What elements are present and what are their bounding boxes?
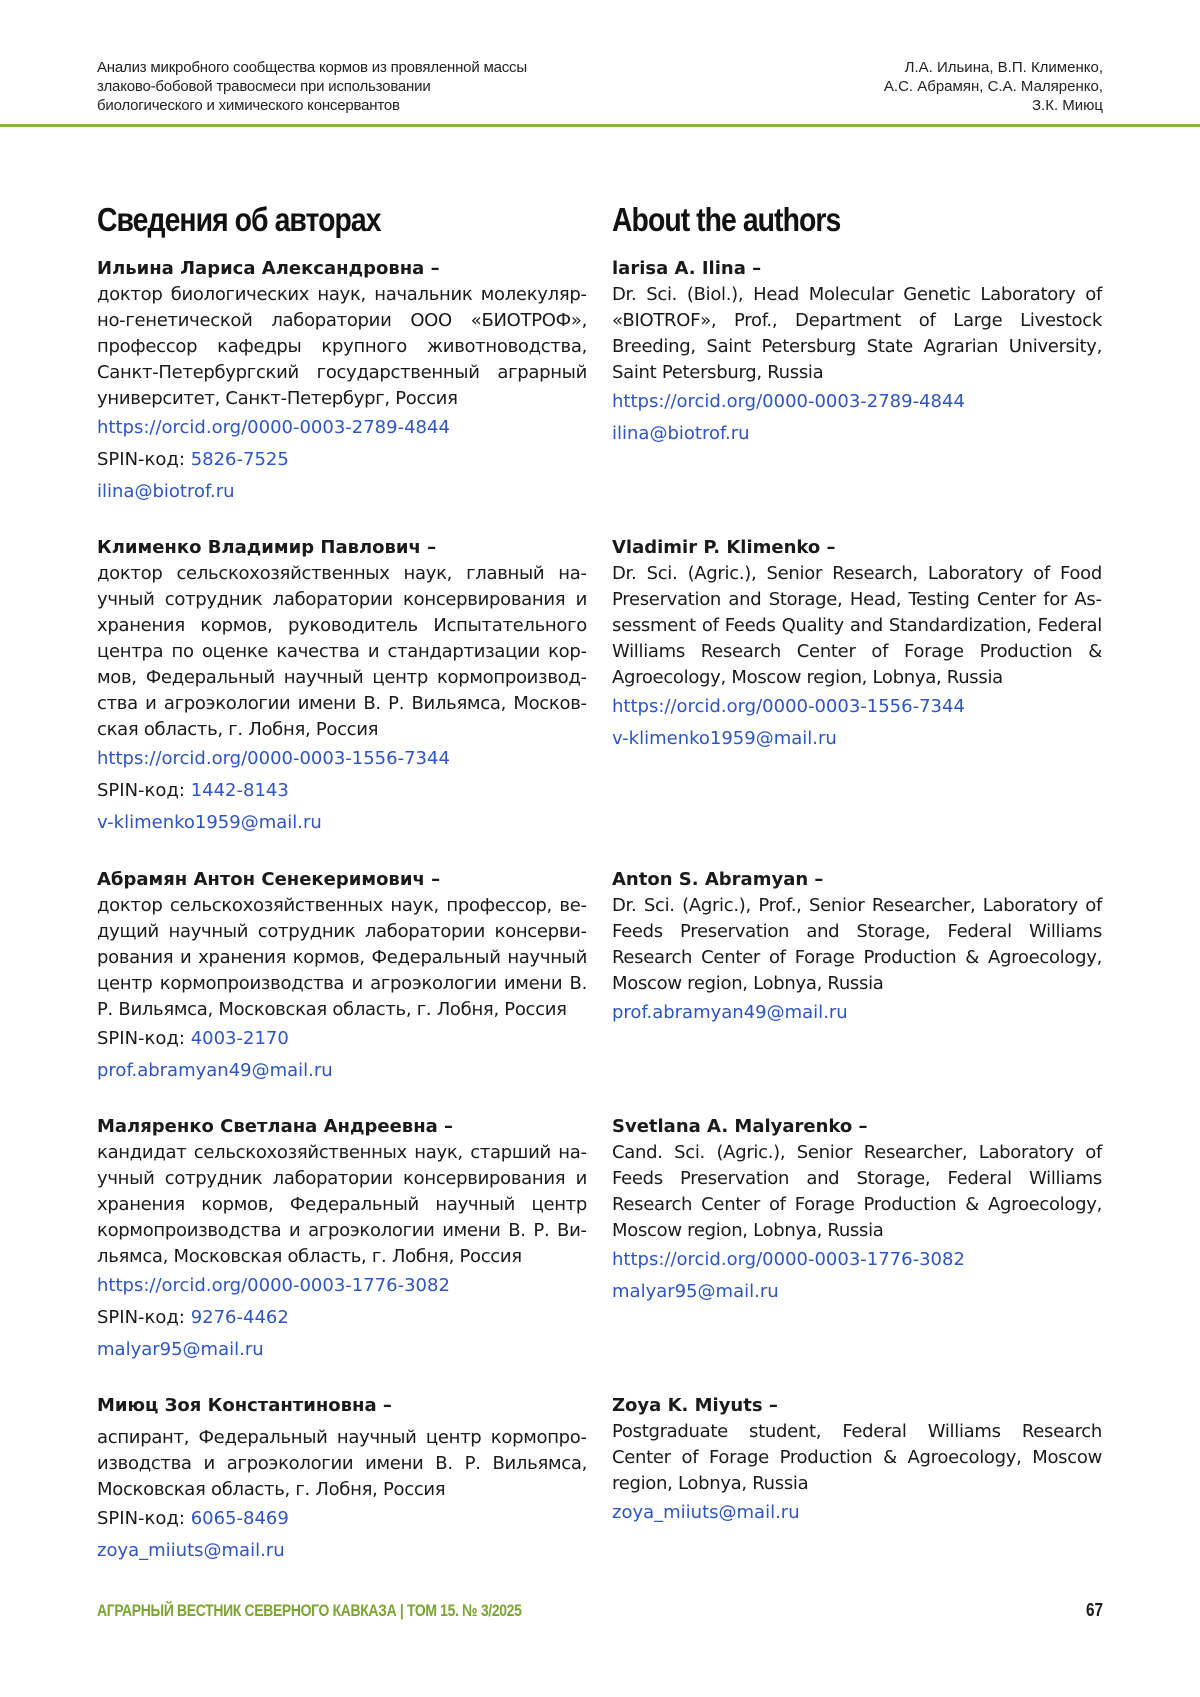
orcid-link[interactable]: https://orcid.org/0000-0003-1556-7344 xyxy=(612,696,965,717)
email-line xyxy=(612,418,1102,450)
email-link[interactable]: zoya_miiuts@mail.ru xyxy=(612,1502,800,1523)
journal-title: АГРАРНЫЙ ВЕСТНИК СЕВЕРНОГО КАВКАЗА | ТОМ 15. № 3/2025 xyxy=(97,1600,522,1620)
orcid-link[interactable]: https://orcid.org/0000-0003-1776-3082 xyxy=(97,1275,450,1296)
author-entry-ru xyxy=(97,1393,587,1567)
spin-label: SPIN-код: xyxy=(97,1307,185,1328)
author-name: Ильина Лариса Александровна – xyxy=(97,258,440,279)
author-entry-en xyxy=(612,867,1102,1029)
email-link[interactable]: prof.abramyan49@mail.ru xyxy=(612,1002,848,1023)
author-entry-en xyxy=(612,535,1102,755)
spin-line xyxy=(97,1503,587,1535)
author-description: кандидат сельскохозяйственных наук, старший научный сотрудник лаборатории консервирования и хранения кормов, Федеральный научный центр кормопроизводства и агроэкологии имени В. Р. Вильямса, Московская область, г. Лобня, Россия xyxy=(97,1142,587,1267)
orcid-link[interactable]: https://orcid.org/0000-0003-1776-3082 xyxy=(612,1249,965,1270)
email-link[interactable]: v-klimenko1959@mail.ru xyxy=(97,812,322,833)
running-header xyxy=(97,58,1103,115)
email-link[interactable]: zoya_miiuts@mail.ru xyxy=(97,1540,285,1561)
author-description: Dr. Sci. (Biol.), Head Molecular Genetic Laboratory of «BIOTROF», Prof., Department of Large Livestock Breeding, Saint Petersburg State Agrarian University, Saint Petersburg, Russia xyxy=(612,284,1102,383)
author-description: доктор сельскохозяйственных наук, профессор, ведущий научный сотрудник лаборатории консервирования и хранения кормов, Федеральный научный центр кормопроизводства и агроэкологии имени В. Р. Вильямса, Московская область, г. Лобня, Россия xyxy=(97,895,587,1020)
spin-label: SPIN-код: xyxy=(97,1508,185,1529)
spin-line xyxy=(97,1023,587,1055)
header-divider xyxy=(0,124,1200,127)
spin-label: SPIN-код: xyxy=(97,780,185,801)
author-entry-ru xyxy=(97,256,587,508)
author-entry-ru xyxy=(97,867,587,1087)
authors-ru-column xyxy=(97,198,587,1561)
spin-link[interactable]: 9276-4462 xyxy=(190,1307,289,1328)
author-description: аспирант, Федеральный научный центр кормопроизводства и агроэкологии имени В. Р. Вильямса, Московская область, г. Лобня, Россия xyxy=(97,1427,587,1500)
email-link[interactable]: malyar95@mail.ru xyxy=(97,1339,264,1360)
author-description: доктор биологических наук, начальник молекулярно-генетической лаборатории ООО «БИОТРОФ», профессор кафедры крупного животноводства, Санкт-Петербургский государственный аграрный университет, Санкт-Петербург, Россия xyxy=(97,284,587,409)
orcid-line xyxy=(97,743,587,775)
email-line xyxy=(612,1276,1102,1308)
author-name: larisa A. Ilina – xyxy=(612,258,762,279)
author-description: Cand. Sci. (Agric.), Senior Researcher, Laboratory of Feeds Preservation and Storage, Federal Williams Research Center of Forage Production & Agroecology, Moscow region, Lobnya, Russia xyxy=(612,1142,1102,1241)
spin-line xyxy=(97,775,587,807)
author-name: Миюц Зоя Константиновна – xyxy=(97,1395,392,1416)
email-line xyxy=(97,807,587,839)
author-name: Vladimir P. Klimenko – xyxy=(612,537,836,558)
author-name: Zoya K. Miyuts – xyxy=(612,1395,778,1416)
email-line xyxy=(97,476,587,508)
orcid-line xyxy=(612,1244,1102,1276)
header-right-line: А.С. Абрамян, С.А. Маляренко, xyxy=(883,78,1103,95)
author-name: Маляренко Светлана Андреевна – xyxy=(97,1116,454,1137)
spin-link[interactable]: 1442-8143 xyxy=(190,780,289,801)
article-title-header xyxy=(97,58,617,115)
section-title-ru: Сведения об авторах xyxy=(97,201,381,238)
orcid-line xyxy=(612,386,1102,418)
email-line xyxy=(97,1334,587,1366)
orcid-link[interactable]: https://orcid.org/0000-0003-2789-4844 xyxy=(97,417,450,438)
header-left-line: биологического и химического консервантов xyxy=(97,97,400,114)
email-link[interactable]: prof.abramyan49@mail.ru xyxy=(97,1060,333,1081)
authors-en-column xyxy=(612,198,1102,1523)
email-link[interactable]: ilina@biotrof.ru xyxy=(612,423,750,444)
author-name: Anton S. Abramyan – xyxy=(612,869,824,890)
spin-link[interactable]: 6065-8469 xyxy=(190,1508,289,1529)
author-description: Dr. Sci. (Agric.), Prof., Senior Researcher, Laboratory of Feeds Preservation and Storage, Federal Williams Research Center of Forage Production & Agroecology, Moscow region, Lobnya, Russia xyxy=(612,895,1102,994)
author-name: Svetlana A. Malyarenko – xyxy=(612,1116,868,1137)
spin-line xyxy=(97,1302,587,1334)
author-entry-en xyxy=(612,1114,1102,1308)
section-title-en: About the authors xyxy=(612,201,841,238)
page-number: 67 xyxy=(1085,1600,1103,1620)
orcid-line xyxy=(612,691,1102,723)
spin-line xyxy=(97,444,587,476)
orcid-line xyxy=(97,1270,587,1302)
email-link[interactable]: ilina@biotrof.ru xyxy=(97,481,235,502)
email-line xyxy=(612,997,1102,1029)
author-description: Postgraduate student, Federal Williams Research Center of Forage Production & Agroecology, Moscow region, Lobnya, Russia xyxy=(612,1421,1102,1494)
email-line xyxy=(612,1497,1102,1529)
header-left-line: злаково-бобовой травосмеси при использовании xyxy=(97,78,431,95)
header-left-line: Анализ микробного сообщества кормов из провяленной массы xyxy=(97,59,527,76)
author-description: доктор сельскохозяйственных наук, главный научный сотрудник лаборатории консервирования и хранения кормов, руководитель Испытательного центра по оценке качества и стандартизации кормов, Федеральный научный центр кормопроизводства и агроэкологии имени В. Р. Вильямса, Московская область, г. Лобня, Россия xyxy=(97,563,587,740)
header-right-line: Л.А. Ильина, В.П. Клименко, xyxy=(904,59,1103,76)
author-entry-ru xyxy=(97,535,587,839)
author-entry-en xyxy=(612,1393,1102,1529)
orcid-link[interactable]: https://orcid.org/0000-0003-1556-7344 xyxy=(97,748,450,769)
author-name: Абрамян Антон Сенекеримович – xyxy=(97,869,441,890)
author-entry-en xyxy=(612,256,1102,450)
email-line xyxy=(612,723,1102,755)
spin-link[interactable]: 4003-2170 xyxy=(190,1028,289,1049)
email-line xyxy=(97,1535,587,1567)
spin-label: SPIN-код: xyxy=(97,1028,185,1049)
page-footer xyxy=(97,1600,1103,1621)
email-link[interactable]: malyar95@mail.ru xyxy=(612,1281,779,1302)
orcid-link[interactable]: https://orcid.org/0000-0003-2789-4844 xyxy=(612,391,965,412)
author-description: Dr. Sci. (Agric.), Senior Research, Laboratory of Food Preservation and Storage, Head, Testing Center for Assessment of Feeds Quality and Standardization, Federal Williams Research Center of Forage Production & Agroecology, Moscow region, Lobnya, Russia xyxy=(612,563,1102,688)
author-name: Клименко Владимир Павлович – xyxy=(97,537,437,558)
author-entry-ru xyxy=(97,1114,587,1366)
authors-header xyxy=(803,58,1103,115)
email-link[interactable]: v-klimenko1959@mail.ru xyxy=(612,728,837,749)
spin-label: SPIN-код: xyxy=(97,449,185,470)
orcid-line xyxy=(97,412,587,444)
spin-link[interactable]: 5826-7525 xyxy=(190,449,289,470)
email-line xyxy=(97,1055,587,1087)
header-right-line: З.К. Миюц xyxy=(1031,97,1103,114)
